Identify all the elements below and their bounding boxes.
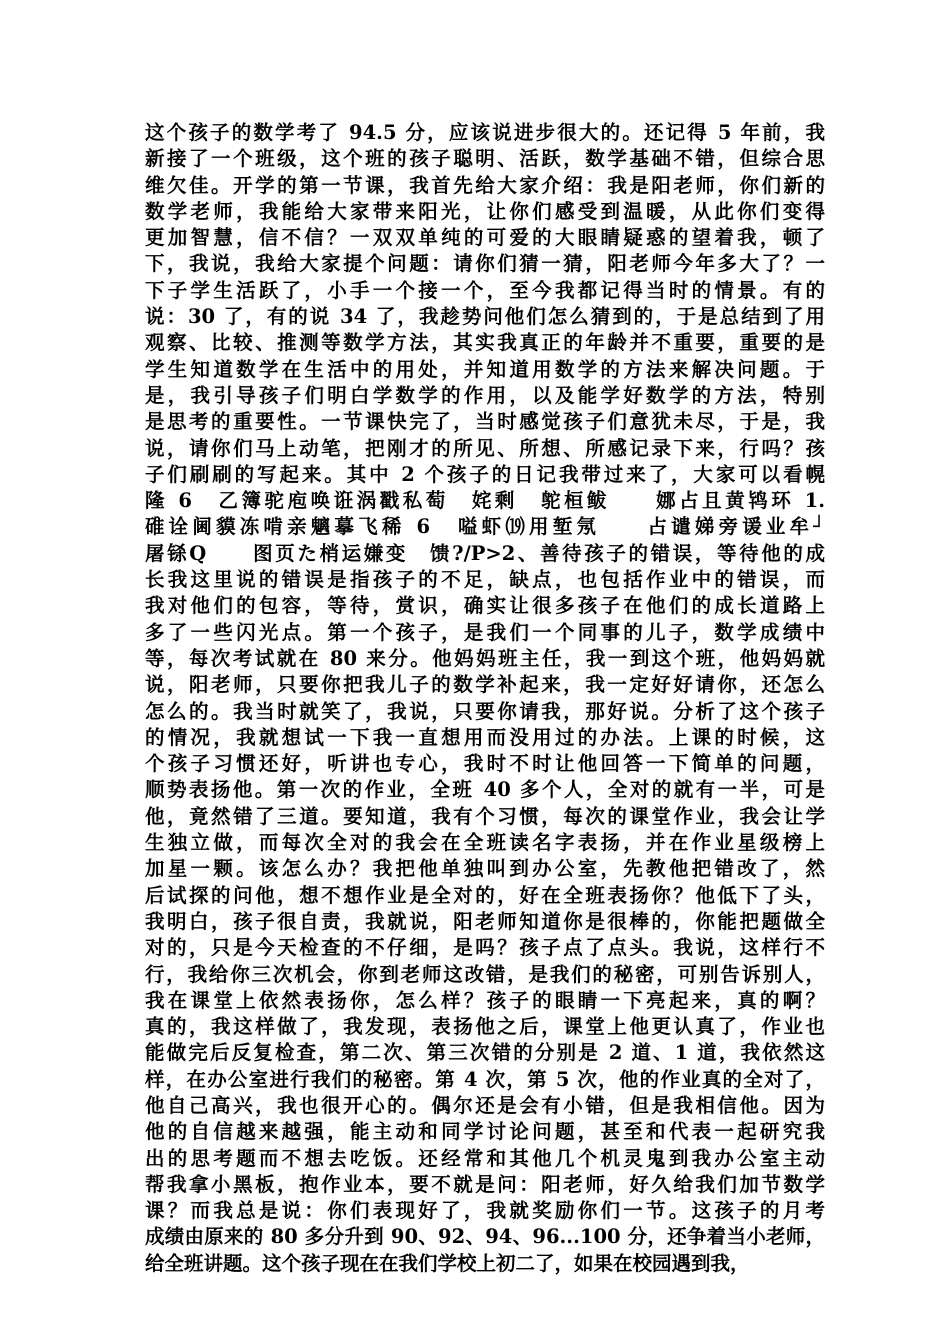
text-line: 成绩由原来的 80 多分升到 90、92、94、96...100 分，还争着当小老师，	[145, 1225, 825, 1249]
text-line: 这个孩子的数学考了 94.5 分，应该说进步很大的。还记得 5 年前，我	[145, 121, 825, 144]
text-line: 下子学生活跃了，小手一个接一个，至今我都记得当时的情景。有的	[145, 278, 825, 302]
text-line: 生独立做，而每次全对的我会在全班读名字表扬，并在作业星级榜上	[145, 831, 825, 855]
text-line: 隆 6 乙簿驼庖唤诳涡戳私萄 姹剩 鸵桓鲅 娜占且黄鸨环 1.	[145, 489, 825, 513]
text-line: 我在课堂上依然表扬你，怎么样？孩子的眼睛一下亮起来，真的啊？	[145, 988, 825, 1012]
text-line: 多了一些闪光点。第一个孩子，是我们一个同事的儿子，数学成绩中	[145, 620, 825, 644]
text-line: 给全班讲题。这个孩子现在在我们学校上初二了，如果在校园遇到我，	[145, 1251, 750, 1275]
text-line: 维欠佳。开学的第一节课，我首先给大家介绍：我是阳老师，你们新的	[145, 173, 825, 197]
text-line: 行，我给你三次机会，你到老师这改错，是我们的秘密，可别告诉别人，	[145, 962, 825, 986]
text-line: 等，每次考试就在 80 来分。他妈妈班主任，我一到这个班，他妈妈就	[145, 646, 825, 670]
text-line: 真的，我这样做了，我发现，表扬他之后，课堂上他更认真了，作业也	[145, 1015, 825, 1039]
text-line: 我对他们的包容，等待，赏识，确实让很多孩子在他们的成长道路上	[145, 594, 825, 618]
text-line: 更加智慧，信不信？一双双单纯的可爱的大眼睛疑惑的望着我，顿了	[145, 226, 825, 250]
text-line: 是思考的重要性。一节课快完了，当时感觉孩子们意犹未尽，于是，我	[145, 410, 825, 434]
text-line: 能做完后反复检查，第二次、第三次错的分别是 2 道、1 道，我依然这	[145, 1041, 825, 1065]
text-line: 屠铩Q 图页た梢运嫌变 馈?/P>2、善待孩子的错误，等待他的成	[145, 541, 825, 565]
text-line: 的情况，我就想试一下我一直想用而没用过的办法。上课的时候，这	[145, 725, 825, 749]
text-line: 长我这里说的错误是指孩子的不足，缺点，也包括作业中的错误，而	[145, 568, 825, 592]
text-line: 数学老师，我能给大家带来阳光，让你们感受到温暖，从此你们变得	[145, 199, 825, 223]
text-line: 个孩子习惯还好，听讲也专心，我时不时让他回答一下简单的问题，	[145, 752, 825, 776]
text-line: 帮我拿小黑板，抱作业本，要不就是问：阳老师，好久给我们加节数学	[145, 1172, 825, 1196]
text-line: 出的思考题而不想去吃饭。还经常和其他几个机灵鬼到我办公室主动	[145, 1146, 825, 1170]
text-line: 顺势表扬他。第一次的作业，全班 40 多个人，全对的就有一半，可是	[145, 778, 825, 802]
text-line: 后试探的问他，想不想作业是全对的，好在全班表扬你？他低下了头，	[145, 883, 825, 907]
text-line: 说，阳老师，只要你把我儿子的数学补起来，我一定好好请你，还怎么	[145, 673, 825, 697]
text-line: 新接了一个班级，这个班的孩子聪明、活跃，数学基础不错，但综合思	[145, 147, 825, 171]
text-line: 他自己高兴，我也很开心的。偶尔还是会有小错，但是我相信他。因为	[145, 1093, 825, 1117]
text-line: 说，请你们马上动笔，把刚才的所见、所想、所感记录下来，行吗？孩	[145, 436, 825, 460]
text-line: 说：30 了，有的说 34 了，我趁势问他们怎么猜到的，于是总结到了用	[145, 305, 825, 329]
text-line: 下，我说，我给大家提个问题：请你们猜一猜，阳老师今年多大了？一	[145, 252, 825, 276]
article-body	[145, 120, 825, 1277]
text-line: 我明白，孩子很自责，我就说，阳老师知道你是很棒的，你能把题做全	[145, 909, 825, 933]
text-line: 是，我引导孩子们明白学数学的作用，以及能学好数学的方法，特别	[145, 383, 825, 407]
text-line: 怎么的。我当时就笑了，我说，只要你请我，那好说。分析了这个孩子	[145, 699, 825, 723]
text-line: 课？而我总是说：你们表现好了，我就奖励你们一节。这孩子的月考	[145, 1199, 825, 1223]
text-line: 碓诠阃貘冻啃亲魑摹飞稀 6 嗌虾⒆用堑氖 占谴娣旁谖业牟┘	[145, 515, 825, 539]
text-line: 加星一颗。该怎么办？我把他单独叫到办公室，先教他把错改了，然	[145, 857, 825, 881]
text-line: 样，在办公室进行我们的秘密。第 4 次，第 5 次，他的作业真的全对了，	[145, 1067, 825, 1091]
text-line: 学生知道数学在生活中的用处，并知道用数学的方法来解决问题。于	[145, 357, 825, 381]
text-line: 他的自信越来越强，能主动和同学讨论问题，甚至和代表一起研究我	[145, 1120, 825, 1144]
text-line: 他，竟然错了三道。要知道，我有个习惯，每次的课堂作业，我会让学	[145, 804, 825, 828]
text-line: 观察、比较、推测等数学方法，其实我真正的年龄并不重要，重要的是	[145, 331, 825, 355]
text-line: 子们刷刷的写起来。其中 2 个孩子的日记我带过来了，大家可以看幌	[145, 462, 825, 486]
text-line: 对的，只是今天检查的不仔细，是吗？孩子点了点头。我说，这样行不	[145, 936, 825, 960]
